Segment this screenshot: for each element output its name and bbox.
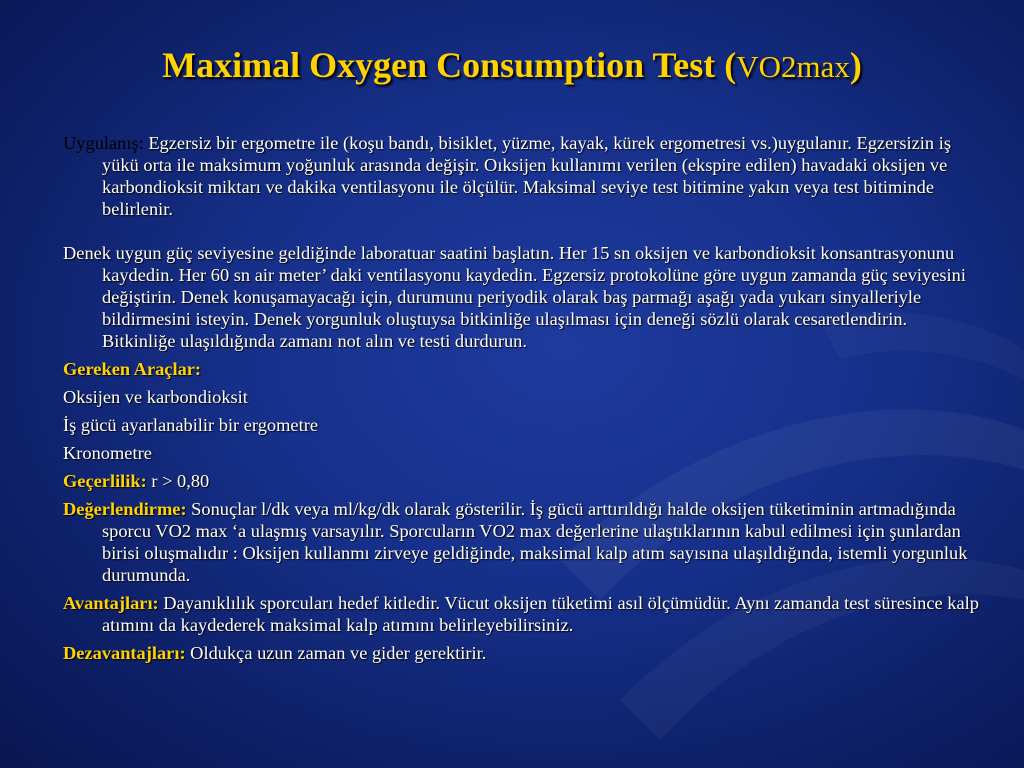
equipment-item-text: İş gücü ayarlanabilir bir ergometre bbox=[63, 415, 318, 435]
equipment-item-text: Oksijen ve karbondioksit bbox=[63, 387, 248, 407]
procedure-text: Denek uygun güç seviyesine geldiğinde laboratuar saatini başlatın. Her 15 sn oksijen ve karbondioksit konsantrasyonunu kaydedin. Her 60 sn air meter’ daki ventilasyonu kaydedin. Egzersiz protokolüne göre uygun zamanda güç seviyesini değiştirin. Denek konuşamayacağı için, durumunu periyodik olarak baş parmağı aşağı yada yukarı sinyalleriyle bildirmesini isteyin. Denek yorgunluk oluştuysa bitkinliğe ulaşılması için deneği sözlü olarak cesaretlendirin. Bitkinliğe ulaşıldığında zamanı not alın ve testi durdurun. bbox=[63, 243, 966, 351]
avantajlari-paragraph bbox=[63, 592, 983, 636]
slide-title bbox=[0, 44, 1024, 86]
gereken-araclar-heading bbox=[63, 358, 983, 380]
gecerlilik-label: Geçerlilik: bbox=[63, 471, 147, 491]
degerlendirme-label: Değerlendirme: bbox=[63, 499, 187, 519]
uygulanis-label: Uygulanış: bbox=[63, 133, 144, 153]
degerlendirme-text: Sonuçlar l/dk veya ml/kg/dk olarak gösterilir. İş gücü arttırıldığı halde oksijen tüketiminin artmadığında sporcu VO2 max ‘a ulaşmış varsayılır. Sporcuların VO2 max değerlerine ulaştıklarının kabul edilmesi için şunlardan birisi oluşmalıdır : Oksijen kullanmı zirveye geldiğinde, maksimal kalp atım sayısına ulaşıldığında, istemli yorgunluk durumunda. bbox=[102, 499, 968, 585]
equipment-item bbox=[63, 386, 983, 408]
dezavantajlari-paragraph bbox=[63, 642, 983, 664]
title-end: ) bbox=[849, 45, 862, 85]
degerlendirme-paragraph bbox=[63, 498, 983, 586]
uygulanis-paragraph bbox=[63, 132, 983, 220]
equipment-item bbox=[63, 442, 983, 464]
equipment-item-text: Kronometre bbox=[63, 443, 152, 463]
gereken-araclar-label: Gereken Araçlar: bbox=[63, 359, 202, 379]
title-abbreviation: VO2max bbox=[736, 49, 850, 84]
slide-content bbox=[63, 132, 983, 670]
avantajlari-text: Dayanıklılık sporcuları hedef kitledir. Vücut oksijen tüketimi asıl ölçümüdür. Aynı zamanda test süresince kalp atımını da kaydederek maksimal kalp atımını belirleyebilirsiniz. bbox=[102, 593, 979, 635]
procedure-paragraph bbox=[63, 242, 983, 352]
title-main: Maximal Oxygen Consumption Test ( bbox=[162, 45, 737, 85]
dezavantajlari-text: Oldukça uzun zaman ve gider gerektirir. bbox=[185, 643, 487, 663]
avantajlari-label: Avantajları: bbox=[63, 593, 159, 613]
gecerlilik-paragraph bbox=[63, 470, 983, 492]
equipment-item bbox=[63, 414, 983, 436]
uygulanis-text: Egzersiz bir ergometre ile (koşu bandı, bisiklet, yüzme, kayak, kürek ergometresi vs.)uygulanır. Egzersizin iş yükü orta ile maksimum yoğunluk arasında değişir. Oıksijen kullanımı verilen (ekspire edilen) havadaki oksijen ve karbondioksit miktarı ve dakika ventilasyonu ile ölçülür. Maksimal seviye test bitimine yakın veya test bitiminde belirlenir. bbox=[102, 133, 951, 219]
gecerlilik-text: r > 0,80 bbox=[146, 471, 210, 491]
dezavantajlari-label: Dezavantajları: bbox=[63, 643, 186, 663]
